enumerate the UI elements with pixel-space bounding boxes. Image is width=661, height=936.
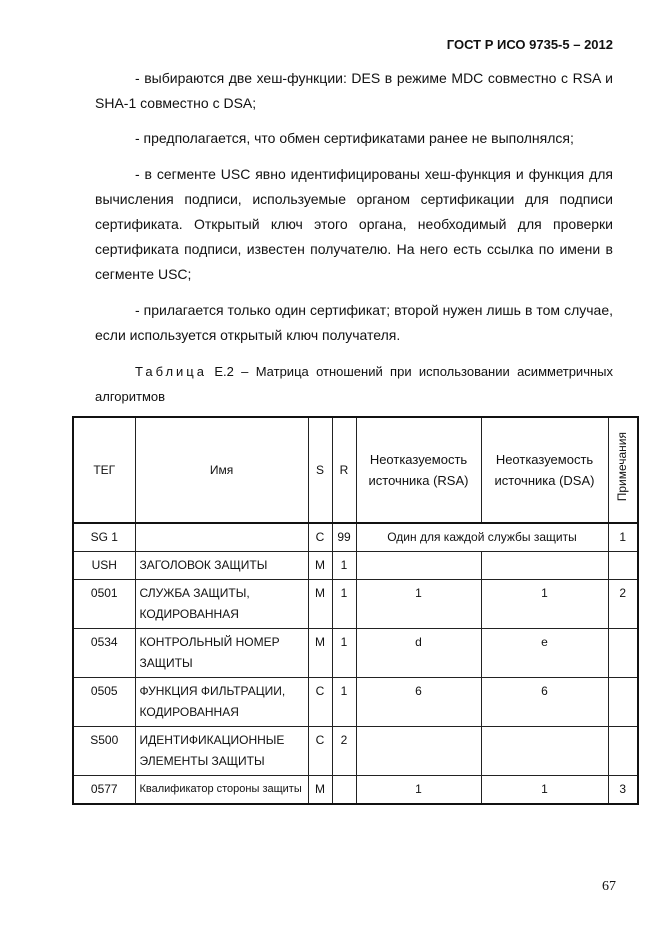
row-name: ИДЕНТИФИКАЦИОННЫЕ ЭЛЕМЕНТЫ ЗАЩИТЫ: [135, 727, 308, 776]
row-r: [332, 776, 356, 805]
row-tag: USH: [73, 552, 135, 580]
row-rsa: [356, 727, 481, 776]
row-tag: 0505: [73, 678, 135, 727]
row-tag: 0534: [73, 629, 135, 678]
row-rsa: [356, 552, 481, 580]
header-notes: Примечания: [615, 431, 630, 502]
row-notes: [608, 678, 638, 727]
paragraph-certificate-exchange: - предполагается, что обмен сертификатами ранее не выполнялся;: [135, 130, 574, 146]
row-tag: SG 1: [73, 523, 135, 552]
table-row: [73, 580, 638, 629]
row-notes: 3: [608, 776, 638, 805]
row-name: КОНТРОЛЬНЫЙ НОМЕР ЗАЩИТЫ: [135, 629, 308, 678]
row-r: 2: [332, 727, 356, 776]
table-row: [73, 727, 638, 776]
table-row: [73, 629, 638, 678]
row-rsa: 1: [356, 580, 481, 629]
row-dsa: [481, 552, 608, 580]
row-name: ФУНКЦИЯ ФИЛЬТРАЦИИ, КОДИРОВАННАЯ: [135, 678, 308, 727]
header-notes-cell: [608, 417, 638, 523]
table-row: [73, 776, 638, 805]
row-dsa: 1: [481, 580, 608, 629]
row-merged-note: Один для каждой службы защиты: [356, 523, 608, 552]
row-r: 1: [332, 629, 356, 678]
row-s: M: [308, 629, 332, 678]
document-header: ГОСТ Р ИСО 9735-5 – 2012: [446, 37, 613, 52]
table-row: [73, 523, 638, 552]
page-number: 67: [602, 879, 616, 894]
row-dsa: [481, 727, 608, 776]
paragraph-single-certificate: - прилагается только один сертификат; второй нужен лишь в том случае, если используется открытый ключ получателя.: [95, 302, 613, 343]
row-rsa: 6: [356, 678, 481, 727]
header-name: Имя: [135, 417, 308, 523]
table-header-row: [73, 417, 638, 523]
row-dsa: e: [481, 629, 608, 678]
row-tag: S500: [73, 727, 135, 776]
row-name: [135, 523, 308, 552]
row-s: C: [308, 523, 332, 552]
row-notes: [608, 629, 638, 678]
header-tag: ТЕГ: [73, 417, 135, 523]
table-caption: [95, 359, 613, 409]
row-rsa: 1: [356, 776, 481, 805]
row-notes: 2: [608, 580, 638, 629]
row-name: ЗАГОЛОВОК ЗАЩИТЫ: [135, 552, 308, 580]
row-r: 99: [332, 523, 356, 552]
row-tag: 0577: [73, 776, 135, 805]
row-s: M: [308, 580, 332, 629]
header-r: R: [332, 417, 356, 523]
row-dsa: 1: [481, 776, 608, 805]
row-name: Квалификатор стороны защиты: [135, 776, 308, 805]
row-dsa: 6: [481, 678, 608, 727]
row-notes: 1: [608, 523, 638, 552]
header-dsa: Неотказуемость источника (DSA): [481, 417, 608, 523]
row-notes: [608, 727, 638, 776]
paragraph-hash-functions: - выбираются две хеш-функции: DES в режиме MDC совместно с RSA и SHA-1 совместно с DSA;: [95, 70, 613, 111]
table-row: [73, 678, 638, 727]
table-caption-label: Таблица: [135, 364, 207, 379]
row-s: M: [308, 776, 332, 805]
row-name: СЛУЖБА ЗАЩИТЫ, КОДИРОВАННАЯ: [135, 580, 308, 629]
row-rsa: d: [356, 629, 481, 678]
row-r: 1: [332, 580, 356, 629]
relationship-matrix-table: [72, 416, 639, 805]
row-r: 1: [332, 678, 356, 727]
row-tag: 0501: [73, 580, 135, 629]
header-rsa: Неотказуемость источника (RSA): [356, 417, 481, 523]
row-r: 1: [332, 552, 356, 580]
row-s: M: [308, 552, 332, 580]
paragraph-usc-segment: - в сегменте USC явно идентифицированы хеш-функция и функция для вычисления подписи, используемые органом сертификации для подписи сертификата. Открытый ключ этого органа, необходимый для проверки сертификата подписи, известен получателю. На него есть ссылка по имени в сегменте USC;: [95, 166, 613, 282]
row-notes: [608, 552, 638, 580]
header-s: S: [308, 417, 332, 523]
row-s: C: [308, 727, 332, 776]
table-caption-text: Е.2 – Матрица отношений при использовании асимметричных алгоритмов: [95, 364, 613, 404]
table-row: [73, 552, 638, 580]
row-s: C: [308, 678, 332, 727]
